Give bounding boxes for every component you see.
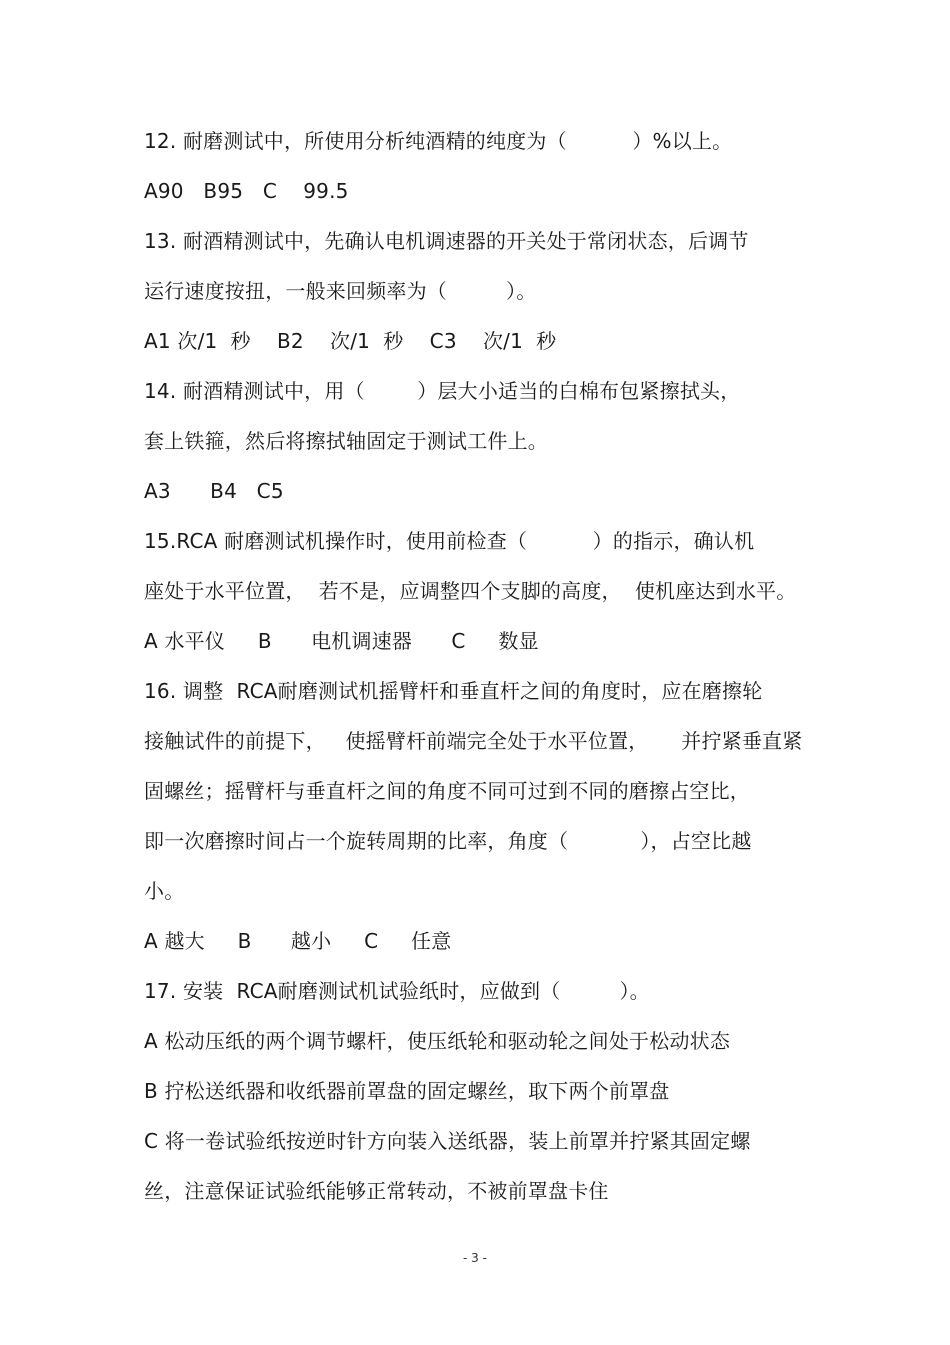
question-15-text-line-1: 15.RCA 耐磨测试机操作时，使用前检查（ ）的指示，确认机 — [144, 529, 755, 553]
question-14-options: A3 B4 C5 — [144, 479, 284, 503]
question-12-options: A90 B95 C 99.5 — [144, 179, 349, 203]
question-16-options: A 越大 B 越小 C 任意 — [144, 929, 452, 953]
question-15-text-line-2: 座处于水平位置， 若不是，应调整四个支脚的高度， 使机座达到水平。 — [144, 579, 797, 603]
question-14-text-line-2: 套上铁箍，然后将擦拭轴固定于测试工件上。 — [144, 429, 548, 453]
question-16-text-line-4: 即一次磨擦时间占一个旋转周期的比率，角度（ ），占空比越 — [144, 829, 752, 853]
question-16-text-line-1: 16. 调整 RCA耐磨测试机摇臂杆和垂直杆之间的角度时，应在磨擦轮 — [144, 679, 763, 703]
question-13-options: A1 次/1 秒 B2 次/1 秒 C3 次/1 秒 — [144, 329, 557, 353]
question-17-text: 17. 安装 RCA耐磨测试机试验纸时，应做到（ ）。 — [144, 979, 650, 1003]
question-17-option-b: B 拧松送纸器和收纸器前罩盘的固定螺丝，取下两个前罩盘 — [144, 1079, 670, 1103]
question-13-text-line-2: 运行速度按扭，一般来回频率为（ ）。 — [144, 279, 537, 303]
page-number: - 3 - — [463, 1251, 487, 1265]
question-17-option-c-line-1: C 将一卷试验纸按逆时针方向装入送纸器，装上前罩并拧紧其固定螺 — [144, 1129, 751, 1153]
question-16-text-line-2: 接触试件的前提下， 使摇臂杆前端完全处于水平位置， 并拧紧垂直紧 — [144, 729, 803, 753]
question-12-text: 12. 耐磨测试中，所使用分析纯酒精的纯度为（ ）%以上。 — [144, 129, 733, 153]
question-14-text-line-1: 14. 耐酒精测试中，用（ ）层大小适当的白棉布包紧擦拭头， — [144, 379, 741, 403]
question-16-text-line-5: 小。 — [144, 879, 185, 903]
question-13-text-line-1: 13. 耐酒精测试中，先确认电机调速器的开关处于常闭状态，后调节 — [144, 229, 749, 253]
question-16-text-line-3: 固螺丝；摇臂杆与垂直杆之间的角度不同可过到不同的磨擦占空比， — [144, 779, 750, 803]
question-15-options: A 水平仪 B 电机调速器 C 数显 — [144, 629, 539, 653]
question-17-option-a: A 松动压纸的两个调节螺杆，使压纸轮和驱动轮之间处于松动状态 — [144, 1029, 731, 1053]
question-17-option-c-line-2: 丝，注意保证试验纸能够正常转动，不被前罩盘卡住 — [144, 1179, 609, 1203]
